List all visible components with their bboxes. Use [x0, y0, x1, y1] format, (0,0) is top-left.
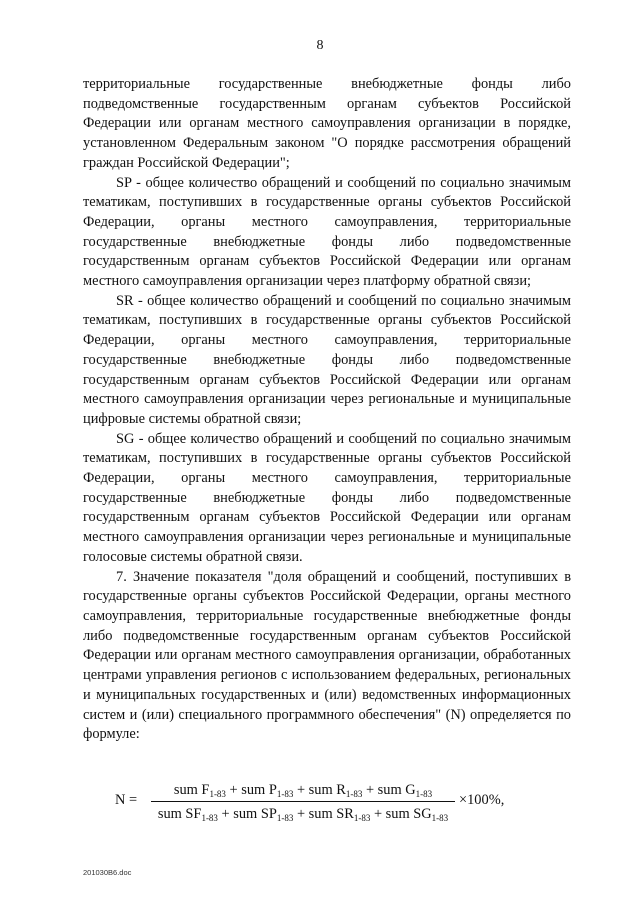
- formula-fraction: [151, 781, 455, 823]
- denominator-term: sum $SF_{1-83}$ +: [157, 806, 234, 823]
- numerator-term: sum $F_{1-83}$ +: [173, 782, 242, 799]
- fraction-bar: [151, 801, 455, 802]
- formula-denominator: [151, 805, 455, 823]
- document-file-code: 201030B6.doc: [83, 868, 132, 877]
- paragraph-sp-definition: SP - общее количество обращений и сообщений по социально значимым тематикам, поступивших в государственные органы субъектов Российской Федерации, органы местного самоуправления, территориальные государственные внебюджетные фонды либо подведомственные государственным органам субъектов Российской Федерации или органам местного самоуправления организации через платформу обратной связи;: [83, 174, 571, 290]
- document-body: [83, 75, 571, 745]
- formula-n: [115, 781, 535, 829]
- denominator-term: sum $SP_{1-83}$ +: [233, 806, 309, 823]
- denominator-term: sum $SR_{1-83}$ +: [308, 806, 386, 823]
- formula-numerator: [151, 781, 455, 800]
- denominator-term: sum $SG_{1-83}$: [385, 806, 449, 823]
- formula-lhs: N =: [115, 792, 138, 808]
- paragraph-sr-definition: SR - общее количество обращений и сообщений по социально значимым тематикам, поступивших в государственные органы субъектов Российской Федерации, органы местного самоуправления, территориальные государственные внебюджетные фонды либо подведомственные государственным органам субъектов Российской Федерации или органам местного самоуправления организации через региональные и муниципальные цифровые системы обратной связи;: [83, 292, 571, 427]
- numerator-term: sum $R_{1-83}$ +: [308, 782, 378, 799]
- numerator-term: sum $G_{1-83}$: [377, 782, 433, 799]
- formula-rhs: ×100%,: [459, 792, 505, 808]
- numerator-term: sum $P_{1-83}$ +: [241, 782, 309, 799]
- page-number: 8: [316, 38, 324, 53]
- paragraph-continuation: территориальные государственные внебюджетные фонды либо подведомственные государственным органам субъектов Российской Федерации или органам местного самоуправления организации в порядке, установленном Федеральным законом "О порядке рассмотрения обращений граждан Российской Федерации";: [83, 76, 571, 171]
- paragraph-indicator-7: 7. Значение показателя "доля обращений и сообщений, поступивших в государственные органы субъектов Российской Федерации, органы местного самоуправления, территориальные государственные внебюджетные фонды либо подведомственные государственным органам субъектов Российской Федерации или органам местного самоуправления организации, обработанных центрами управления регионов с использованием федеральных, региональных и муниципальных государственных и (или) ведомственных информационных систем и (или) специального программного обеспечения" (N) определяется по формуле:: [83, 568, 571, 743]
- paragraph-sg-definition: SG - общее количество обращений и сообщений по социально значимым тематикам, поступивших в государственные органы субъектов Российской Федерации, органы местного самоуправления, территориальные государственные внебюджетные фонды либо подведомственные государственным органам субъектов Российской Федерации или органам местного самоуправления организации через региональные и муниципальные голосовые системы обратной связи.: [83, 430, 571, 565]
